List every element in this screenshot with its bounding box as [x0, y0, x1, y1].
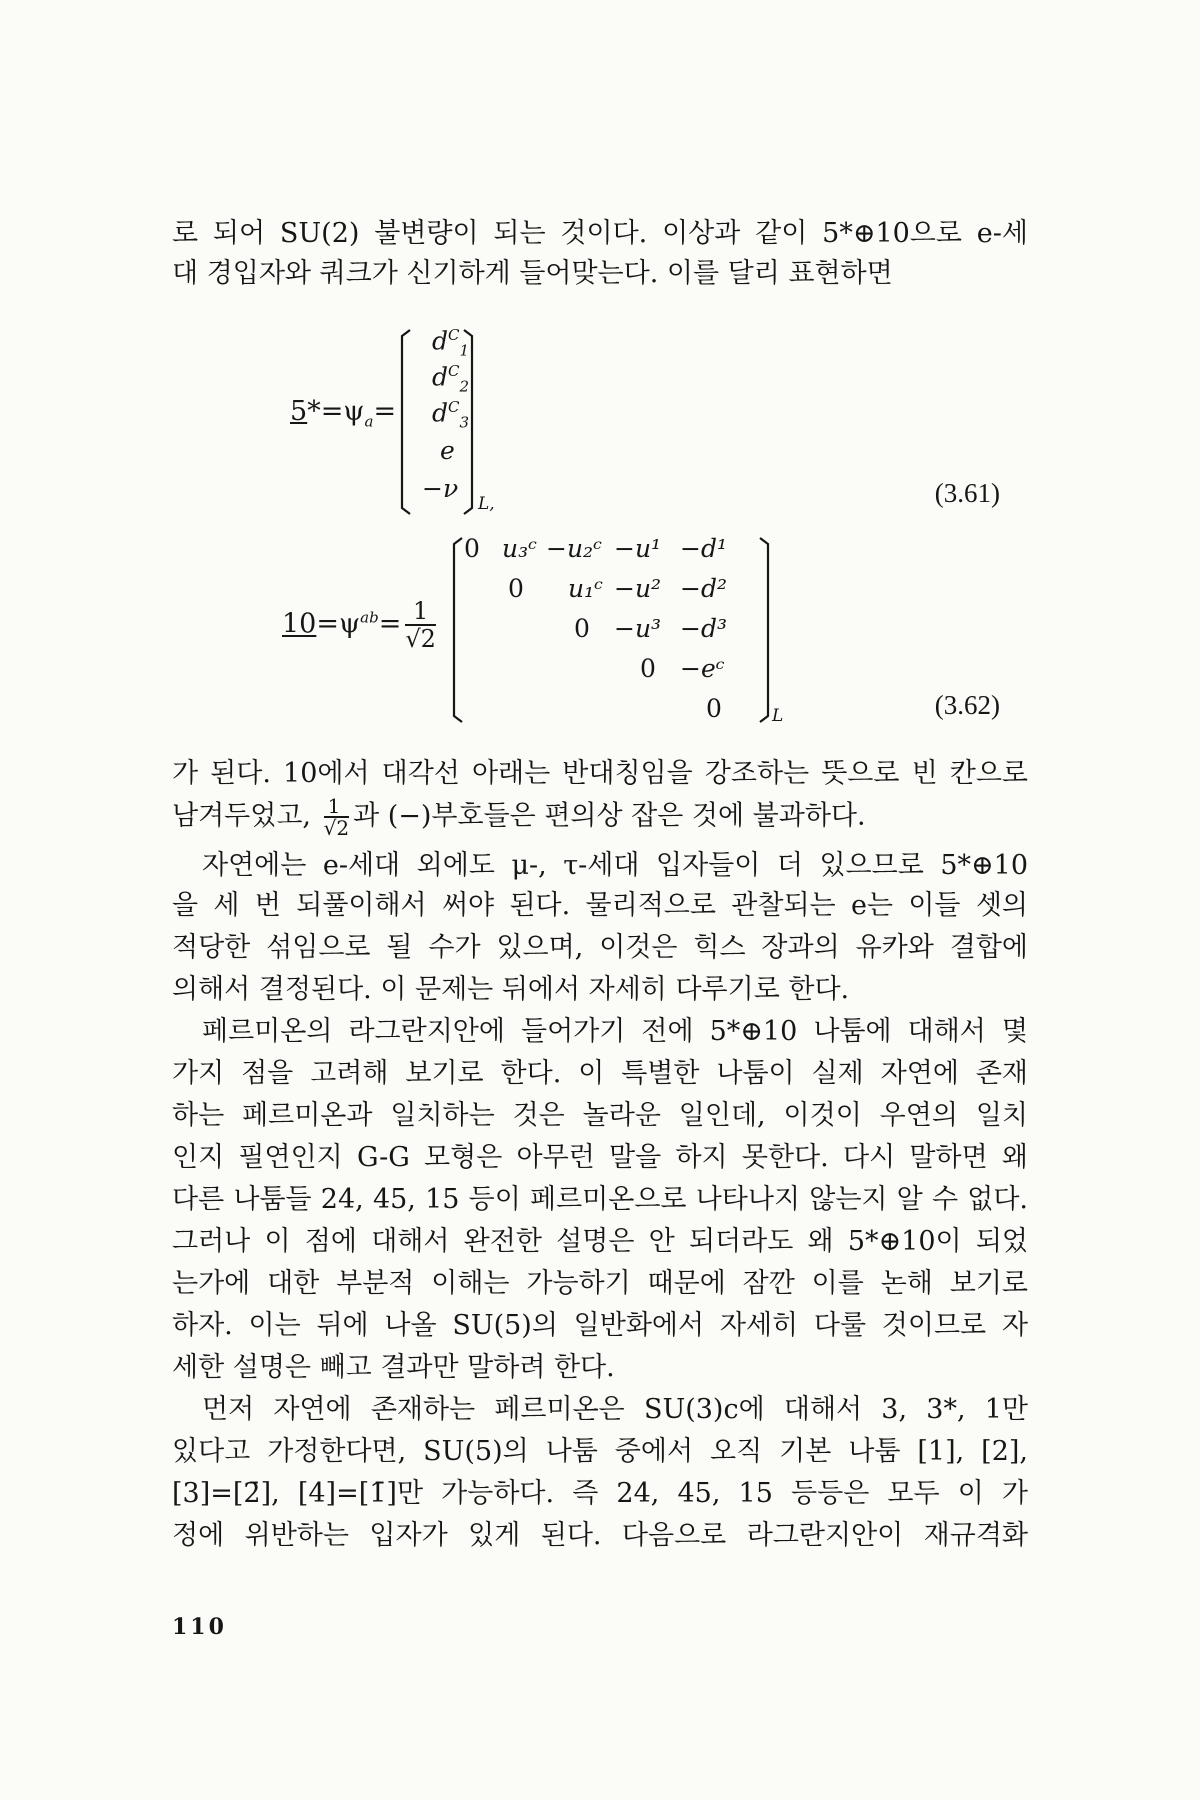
matrix-entry: −u₂ᶜ: [546, 534, 602, 563]
eq-3-61-entry: −ν: [422, 474, 459, 503]
text-line: 로 되어 SU(2) 불변량이 되는 것이다. 이상과 같이 5*⊕10으로 e-세: [172, 218, 1028, 249]
eq-3-62-label: L: [772, 706, 784, 726]
eq-3-62-number: (3.62): [934, 690, 1000, 720]
matrix-entry: 0: [464, 534, 480, 563]
text-line: 남겨두었고, $\frac{1}{√2}$ 과 (−)부호들은 편의상 잡은 것에 불과하다.: [172, 794, 866, 840]
eq-3-61-label: L,: [478, 494, 495, 514]
matrix-entry: u₃ᶜ: [502, 534, 537, 563]
text-line: 그러나 이 점에 대해서 완전한 설명은 안 되더라도 왜 5*⊕10이 되었: [172, 1226, 1028, 1257]
text-line: 가지 점을 고려해 보기로 한다. 이 특별한 나툼이 실제 자연에 존재: [172, 1058, 1028, 1089]
eq-3-61-number: (3.61): [934, 478, 1000, 508]
text-line: 정에 위반하는 입자가 있게 된다. 다음으로 라그란지안이 재규격화: [172, 1520, 1028, 1551]
page-number: 110: [172, 1614, 227, 1640]
text-line: 하는 페르미온과 일치하는 것은 놀라운 일인데, 이것이 우연의 일치: [172, 1100, 1028, 1131]
text-line: 가 된다. 10에서 대각선 아래는 반대칭임을 강조하는 뜻으로 빈 칸으로: [172, 758, 1028, 789]
eq-3-61-entry: $d^C_3$: [432, 398, 470, 432]
text-line: 하자. 이는 뒤에 나올 SU(5)의 일반화에서 자세히 다룰 것이므로 자: [172, 1310, 1028, 1341]
eq-3-61-entry: $d^C_1$: [432, 326, 470, 360]
text-line: 세한 설명은 빼고 결과만 말하려 한다.: [172, 1352, 615, 1383]
matrix-entry: 0: [574, 614, 590, 643]
text-line: 인지 필연인지 G-G 모형은 아무런 말을 하지 못한다. 다시 말하면 왜: [172, 1142, 1028, 1173]
matrix-entry: −d¹: [680, 534, 727, 563]
matrix-entry: −eᶜ: [680, 654, 725, 683]
text-line: 자연에는 e-세대 외에도 μ-, τ-세대 입자들이 더 있으므로 5*⊕10: [202, 850, 1028, 881]
matrix-entry: 0: [508, 574, 524, 603]
matrix-entry: u₁ᶜ: [568, 574, 603, 603]
text-line: 대 경입자와 쿼크가 신기하게 들어맞는다. 이를 달리 표현하면: [172, 258, 893, 289]
matrix-entry: 0: [706, 694, 722, 723]
text-line: 적당한 섞임으로 될 수가 있으며, 이것은 힉스 장과의 유카와 결합에: [172, 932, 1028, 963]
eq-3-61-lhs: $5*=\psi_a=$: [290, 396, 397, 431]
matrix-entry: 0: [640, 654, 656, 683]
text-line: 는가에 대한 부분적 이해는 가능하기 때문에 잠깐 이를 논해 보기로: [172, 1268, 1028, 1299]
text-line: 먼저 자연에 존재하는 페르미온은 SU(3)c에 대해서 3, 3*, 1만: [202, 1394, 1028, 1425]
matrix-entry: −d²: [680, 574, 727, 603]
eq-3-61-entry: e: [440, 436, 455, 465]
eq-3-61-entry: $d^C_2$: [432, 362, 470, 396]
text-line: 있다고 가정한다면, SU(5)의 나툼 중에서 오직 기본 나툼 [1], [2],: [172, 1436, 1028, 1467]
text-line: 페르미온의 라그란지안에 들어가기 전에 5*⊕10 나툼에 대해서 몇: [202, 1016, 1028, 1047]
text-line: 을 세 번 되풀이해서 써야 된다. 물리적으로 관찰되는 e는 이들 셋의: [172, 890, 1028, 921]
text-line: 다른 나툼들 24, 45, 15 등이 페르미온으로 나타나지 않는지 알 수 없다.: [172, 1184, 1028, 1215]
text-line: 의해서 결정된다. 이 문제는 뒤에서 자세히 다루기로 한다.: [172, 974, 850, 1005]
matrix-entry: −u²: [614, 574, 662, 603]
eq-3-62-lhs: $10=\psi^{ab}=$ $\frac{1}{√2}$: [282, 597, 436, 653]
matrix-entry: −u³: [614, 614, 662, 643]
inline-fraction: $\frac{1}{√2}$: [323, 794, 350, 840]
text-line: [3]=[2̄], [4]=[1̄]만 가능하다. 즉 24, 45, 15 등등은 모두 이 가: [172, 1478, 1028, 1509]
matrix-entry: −d³: [680, 614, 727, 643]
matrix-entry: −u¹: [614, 534, 662, 563]
eq-3-62-fraction: $\frac{1}{√2}$: [405, 597, 436, 653]
